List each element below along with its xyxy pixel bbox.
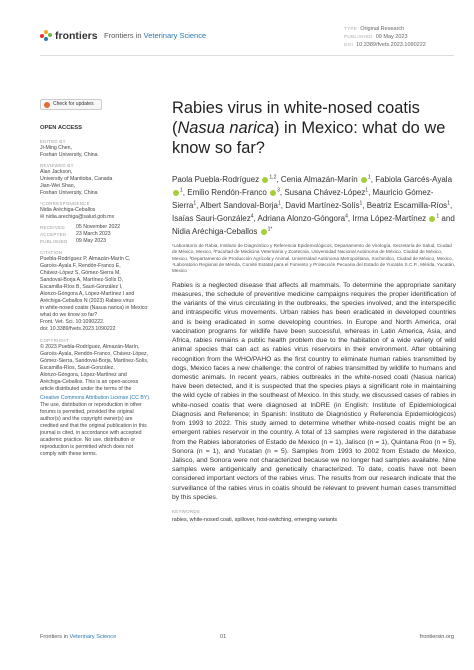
header-divider [40, 55, 454, 56]
text-line: Escamilla-Ríos, Sauri-González, [40, 365, 115, 371]
doi-link[interactable]: 10.3389/fvets.2023.1090222 [356, 42, 426, 48]
author[interactable]: David Martínez-Solís$^1$, [285, 200, 365, 210]
author[interactable]: Nidia Aréchiga-Ceballos $^{1*}$ [172, 226, 273, 237]
text-line: Gómez-Sierra, Sandoval-Borja, Martínez-Solís, [40, 358, 149, 364]
text-line: Ji-Ming Chen, [40, 145, 73, 151]
open-access-label: OPEN ACCESS [40, 125, 82, 131]
text-line: in white-nosed coatis (Nasua narica) in Mexico: [40, 305, 149, 311]
text-line: Alonzo-Góngora, López-Martínez and [40, 372, 127, 378]
orcid-icon[interactable] [173, 190, 179, 196]
author[interactable]: Emilio Rendón-Franco $^3$, [187, 187, 283, 197]
text-line: forums is permitted, provided the original [40, 409, 134, 415]
author[interactable]: Adriana Alonzo-Góngora$^4$, [257, 213, 351, 224]
journal-name[interactable]: Frontiers in Veterinary Science [104, 31, 207, 40]
footer-site[interactable]: frontiersin.org [419, 634, 454, 640]
text-line: comply with these terms. [40, 451, 98, 457]
reviewed-by [40, 169, 158, 197]
text-line: Aréchiga-Ceballos N (2023) Rabies virus [40, 298, 134, 304]
text-line: University of Manitoba, Canada [40, 176, 113, 182]
copyright [40, 344, 158, 393]
author[interactable]: Paola Puebla-Rodríguez $^{1,2}$, [172, 174, 279, 184]
text-line: Foshan University, China [40, 190, 98, 196]
license-link[interactable]: Creative Commons Attribution License (CC BY). [40, 395, 151, 401]
footer-journal[interactable]: Frontiers in Veterinary Science [40, 634, 117, 640]
logo-text: frontiers [55, 30, 98, 42]
published-date: 09 May 2023 [76, 238, 106, 244]
frontiers-logo[interactable] [40, 30, 98, 42]
orcid-icon[interactable] [270, 190, 276, 196]
author[interactable]: Beatriz Escamilla-Ríos$^1$, [366, 200, 453, 210]
author-list [172, 172, 456, 238]
text-line: doi: 10.3389/fvets.2023.1090222 [40, 326, 116, 332]
received-date: 05 November 2022 [76, 224, 121, 230]
text-line: Nidia Aréchiga-Ceballos [40, 207, 96, 213]
author[interactable]: Mauricio Gómez-Sierra$^1$, [172, 187, 434, 210]
author[interactable]: Albert Sandoval-Borja$^1$, [200, 200, 283, 210]
text-line: ✉ nidia.arechiga@salud.gob.mx [40, 214, 115, 220]
abstract: Rabies is a neglected disease that affects all mammals. To determine the appropriate sanitary measures, the schedule of preventive medicine campaigns requires the proper identification of the variants of the virus circulating in the outbreaks, the species involved, and the interspecific and intraspecific virus movements. Urban rabies has been eradicated in developed countries and is being eradicated in some developing countries. In Europe and North America, oral vaccination programs for wildlife have been successful, whereas in Latin America, Asia, and Africa, rabies remains a public health problem due to the habitation of a wide variety of wild animal species that can act as rabies virus reservoirs in their environment. After obtaining recognition from the WHO/PAHO as the first country to eliminate human rabies transmitted by dogs, Mexico faces a new challenge: the control of rabies transmitted by wildlife to humans and domestic animals. In recent years, rabies outbreaks in the white-nosed coati (Nasua narica) have been detected, and it is suspected that the species plays a significant role in maintaining the wild cycle of rabies in the southeast of Mexico. In this study, we discussed cases of rabies in white-nosed coatis that were diagnosed at InDRE (in English: Institute of Epidemiological Diagnosis and Reference; in Spanish: Instituto de Diagnóstico y Referencia Epidemiológicos) from 1993 to 2022. This study aimed to determine whether white-nosed coatis might be an emergent rabies reservoir in the country. A total of 13 samples were registered in the database from the Rabies laboratories of Estado de Mexico (n = 1), Jalisco (n = 1), Quintana Roo (n = 5), Sonora (n = 1), and Yucatan (n = 5). Samples from 1993 to 2002 from Estado de Mexico, Jalisco, and Sonora were not characterized because we no longer had samples available. Nine samples were antigenically and genetically characterized. To date, coatis have not been considered important vectors of the rabies virus. The results from our research indicate that the surveillance of the rabies virus in coatis should be relevant to prevent human cases transmitted by this species. [172, 281, 456, 501]
sidebar: Check for updates OPEN ACCESS EDITED BY Ji-Ming Chen, Foshan University, China REVIEWED BY Alan Jackson, University of Manitoba, Canada Jian-Wei Shao, Foshan University, China *CORRESPONDENCE Nidia Aréchiga-Ceballos ✉ nidia.arechiga@salud.gob.mx RECEIVED 05 November 2022 ACCEPTED 23 March 2023 PUBLISHED 09 May 2023 CITATION Puebla-Rodríguez P, Almazán-Marín C, Garcés-Ayala F, Rendón-Franco E, Chávez-López S, Gómez-Sierra M, Sandoval-Borja A, Martínez-Solís D, Escamilla-Ríos B, Sauri-González I, Alonzo-Góngora A, López-Martínez I and Aréchiga-Ceballos N (2023) Rabies virus in white-nosed coatis (Nasua narica) in Mexico: what do we know so far? Front. Vet. Sci. 10:1090222. doi: 10.3389/fvets.2023.1090222 COPYRIGHT © 2023 Puebla-Rodríguez, Almazán-Marín, Garcés-Ayala, Rendón-Franco, Chávez-López, Gómez-Sierra, Sandoval-Borja, Martínez-Solís, Escamilla-Ríos, Sauri-González, Alonzo-Góngora, López-Martínez and Aréchiga-Ceballos. This is an open-access article distributed under the terms of the Creative Commons Attribution License (CC BY). The use, distribution or reproduction in other forums is permitted, provided the original author(s) and the copyright owner(s) are credited and that the original publication in this journal is cited, in accordance with accepted academic practice. No use, distribution or reproduction is permitted which does not comply with these terms. [40, 99, 158, 460]
frontiers-logo-icon [40, 30, 52, 42]
author[interactable]: Irma López-Martínez $^1$ and [352, 213, 455, 224]
orcid-icon[interactable] [361, 177, 367, 183]
text-line: Alonzo-Góngora A, López-Martínez I and [40, 291, 135, 297]
page-number: 01 [220, 634, 227, 640]
affiliations: ¹Laboratorio de Rabia, Instituto de Diagnóstico y Referencia Epidemiológicos, Departamento de Virología, Secretaría de Salud, Ciudad de México, Mexico, ²Facultad de Medicina Veterinaria y Zootecnia, Universidad Nacional Autónoma de México, Ciudad de México, Mexico, ³Departamento de Producción Agrícola y Animal, Universidad Autónoma Metropolitana, Xochimilco, Ciudad de México, Mexico, ⁴Laboratorio Regional de Mérida, Comité Estatal para el Fomento y Protección Pecuaria del Estado de Yucatán S.C.P., Mérida, Yucatán, Mexico [172, 242, 456, 274]
author[interactable]: Isaías Sauri-González$^4$, [172, 213, 256, 224]
accepted-date: 23 March 2023 [76, 231, 111, 237]
text-line: what do we know so far? [40, 312, 98, 318]
text-line: Foshan University, China [40, 152, 98, 158]
author[interactable]: Fabiola Garcés-Ayala $^1$, [172, 175, 452, 197]
orcid-icon[interactable] [429, 216, 435, 222]
keywords: rabies, white-nosed coati, spillover, host-switching, emerging variants [172, 517, 338, 524]
text-line: Alan Jackson, [40, 169, 73, 175]
text-line: journal is cited, in accordance with accepted [40, 430, 142, 436]
text-line: Garcés-Ayala, Rendón-Franco, Chávez-López, [40, 351, 149, 357]
citation [40, 256, 158, 333]
text-line: Aréchiga-Ceballos. This is an open-access [40, 379, 139, 385]
text-line: © 2023 Puebla-Rodríguez, Almazán-Marín, [40, 344, 140, 350]
orcid-icon[interactable] [261, 229, 267, 235]
text-line: Garcés-Ayala F, Rendón-Franco E, [40, 263, 121, 269]
text-line: Puebla-Rodríguez P, Almazán-Marín C, [40, 256, 131, 262]
text-line: Sandoval-Borja A, Martínez-Solís D, [40, 277, 124, 283]
text-line: Front. Vet. Sci. 10:1090222. [40, 319, 105, 325]
keywords-label: KEYWORDS [172, 509, 201, 515]
orcid-icon[interactable] [262, 177, 268, 183]
text-line: article distributed under the terms of the [40, 386, 132, 392]
correspondence[interactable] [40, 207, 158, 221]
article-title: Rabies virus in white-nosed coatis (Nasua narica) in Mexico: what do we know so far? [172, 99, 446, 157]
edited-by [40, 145, 158, 159]
text-line: Escamilla-Ríos B, Sauri-González I, [40, 284, 123, 290]
text-line: author(s) and the copyright owner(s) are [40, 416, 133, 422]
text-line: academic practice. No use, distribution or [40, 437, 136, 443]
text-line: credited and that the original publication in this [40, 423, 147, 429]
check-updates-button[interactable]: Check for updates [40, 99, 102, 110]
page-header [40, 28, 454, 50]
text-line: Chávez-López S, Gómez-Sierra M, [40, 270, 121, 276]
copyright-terms [40, 402, 158, 458]
update-icon [44, 102, 50, 108]
author[interactable]: Susana Chávez-López$^1$, [284, 187, 371, 197]
text-line: reproduction is permitted which does not [40, 444, 134, 450]
text-line: Jian-Wei Shao, [40, 183, 76, 189]
article-meta: TYPE Original Research PUBLISHED 09 May 2023 DOI 10.3389/fvets.2023.1090222 [344, 26, 426, 48]
author[interactable]: Cenia Almazán-Marín $^1$, [280, 174, 373, 184]
text-line: The use, distribution or reproduction in other [40, 402, 142, 408]
article-main [172, 98, 456, 523]
